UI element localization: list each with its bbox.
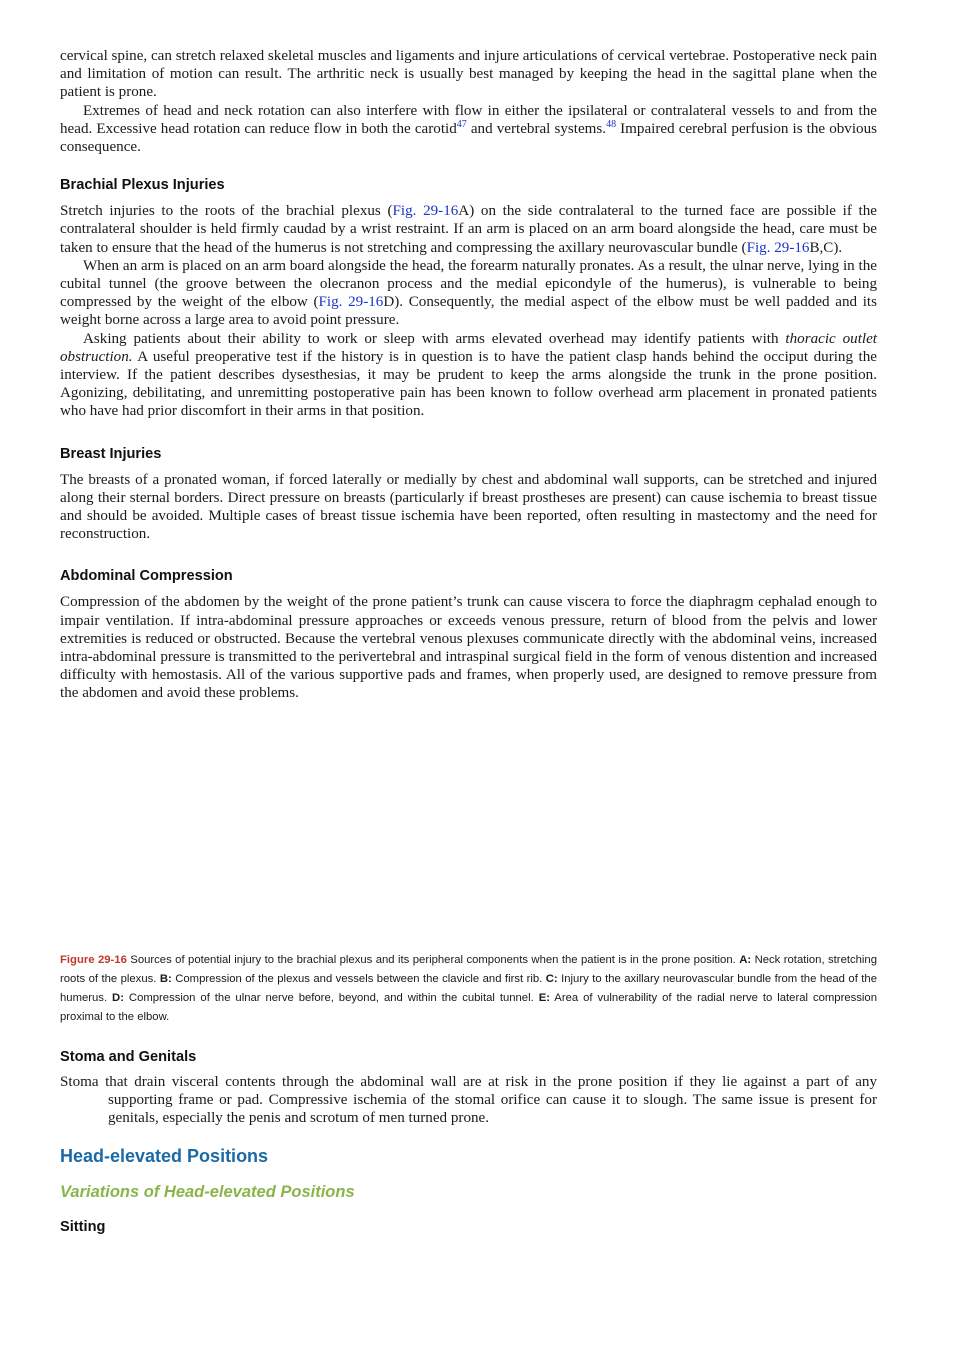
- heading-abdominal-compression: Abdominal Compression: [60, 568, 233, 585]
- brachial-paragraph-1: [60, 202, 877, 257]
- caption-text: Sources of potential injury to the brachial plexus and its peripheral components when the patient is in the prone position.: [126, 953, 740, 966]
- stoma-paragraph: Stoma that drain visceral contents through the abdominal wall are at risk in the prone position if they lie against a part of any supporting frame or pad. Compressive ischemia of the stomal orifice can cause it to slough. The same issue is present for genitals, especially the penis and scrotum of men turned prone.: [60, 1073, 877, 1126]
- document-page: [60, 47, 877, 1235]
- caption-text: Injury to the axillary neurovascular bundle from the head of the humerus.: [60, 972, 877, 1005]
- brachial-text-1c: B,C).: [809, 239, 843, 256]
- intro-paragraph-1: [60, 47, 877, 102]
- intro-paragraph-2: [60, 102, 877, 157]
- brachial-paragraph-3: [60, 330, 877, 421]
- heading-sitting: Sitting: [60, 1219, 106, 1236]
- figure-link[interactable]: Fig. 29-16: [392, 203, 459, 220]
- heading-breast-injuries: Breast Injuries: [60, 445, 162, 462]
- heading-brachial-plexus: Brachial Plexus Injuries: [60, 177, 225, 194]
- breast-paragraph: The breasts of a pronated woman, if forced laterally or medially by chest and abdominal wall supports, can be stretched and injured along their sternal borders. Direct pressure on breasts (particularly if breast prostheses are present) can cause ischemia to breast tissue and should be avoided. Multiple cases of breast tissue ischemia have been reported, often resulting in mastectomy and the need for reconstruction.: [60, 471, 877, 543]
- brachial-text-1a: Stretch injuries to the roots of the brachial plexus (: [60, 203, 393, 220]
- brachial-text-3b: A useful preoperative test if the history is in question is to have the patient clasp hands behind the occiput during the interview. If the patient describes dysesthesias, it may be prudent to keep the arms alongside the trunk in the prone position. Agonizing, debilitating, and unremitting postoperative pain has been known to follow overhead arm placement in pronated patients who have had prior discomfort in their arms in that position.: [60, 348, 877, 420]
- caption-part-a: A:: [739, 953, 752, 966]
- brachial-paragraph-2: [60, 257, 877, 330]
- caption-text: Compression of the plexus and vessels between the clavicle and first rib.: [171, 972, 546, 985]
- caption-text: Neck rotation, stretching roots of the plexus.: [60, 953, 877, 985]
- caption-part-e: E:: [538, 992, 550, 1005]
- intro-text-2c: Impaired cerebral perfusion is the obvious consequence.: [60, 120, 878, 156]
- caption-text: Area of vulnerability of the radial nerve to lateral compression proximal to the elbow.: [60, 992, 877, 1024]
- brachial-text-2b: D). Consequently, the medial aspect of the elbow must be well padded and its weight borne across a large area to avoid point pressure.: [60, 294, 877, 329]
- brachial-text-1b: A) on the side contralateral to the turned face are possible if the contralateral shoulder is held firmly caudad by a wrist restraint. If an arm is placed on an arm board alongside the head, care must be taken to ensure that the head of the humerus is not stretching and compressing the axillary neurovascular bundle (: [60, 203, 877, 256]
- caption-part-d: D:: [112, 992, 124, 1005]
- citation-47[interactable]: 47: [456, 118, 467, 130]
- thoracic-outlet-term: thoracic outlet obstruction.: [60, 330, 877, 365]
- abdominal-paragraph: Compression of the abdomen by the weight of the prone patient’s trunk can cause viscera to force the diaphragm cephalad enough to impair ventilation. If intra-abdominal pressure approaches or exceeds venous pressure, return of blood from the pelvis and lower extremities is reduced or obstructed. Because the vertebral venous plexuses communicate directly with the abdominal veins, increased intra-abdominal pressure is transmitted to the perivertebral and intraspinal surgical field in the form of venous distention and increased difficulty with hemostasis. All of the various supportive pads and frames, when properly used, are designed to remove pressure from the abdomen and avoid these problems.: [60, 594, 877, 702]
- figure-link[interactable]: Fig. 29-16: [318, 294, 384, 311]
- figure-label: Figure 29-16: [60, 953, 127, 966]
- brachial-text-3a: Asking patients about their ability to work or sleep with arms elevated overhead may identify patients with: [83, 330, 786, 347]
- intro-text-2b: and vertebral systems.: [466, 120, 607, 137]
- citation-48[interactable]: 48: [606, 118, 617, 130]
- caption-part-b: B:: [159, 972, 172, 985]
- caption-text: Compression of the ulnar nerve before, beyond, and within the cubital tunnel.: [123, 992, 539, 1005]
- heading-stoma-genitals: Stoma and Genitals: [60, 1048, 197, 1065]
- figure-area: [60, 703, 877, 951]
- intro-text-2a: Extremes of head and neck rotation can also interfere with flow in either the ipsilateral or contralateral vessels to and from the head. Excessive head rotation can reduce flow in both the carotid: [60, 102, 877, 137]
- caption-part-c: C:: [545, 972, 558, 985]
- section-heading-head-elevated: Head-elevated Positions: [60, 1146, 269, 1167]
- figure-caption: [60, 951, 877, 1028]
- subsection-heading-variations: Variations of Head-elevated Positions: [60, 1183, 355, 1202]
- intro-text-1: cervical spine, can stretch relaxed skeletal muscles and ligaments and injure articulations of cervical vertebrae. Postoperative neck pain and limitation of motion can result. The arthritic neck is usually best managed by keeping the head in the sagittal plane when the patient is prone.: [60, 48, 877, 101]
- figure-link[interactable]: Fig. 29-16: [746, 239, 810, 256]
- brachial-text-2a: When an arm is placed on an arm board alongside the head, the forearm naturally pronates. As a result, the ulnar nerve, lying in the cubital tunnel (the groove between the olecranon process and the medial epicondyle of the humerus), is vulnerable to being compressed by the weight of the elbow (: [60, 257, 877, 311]
